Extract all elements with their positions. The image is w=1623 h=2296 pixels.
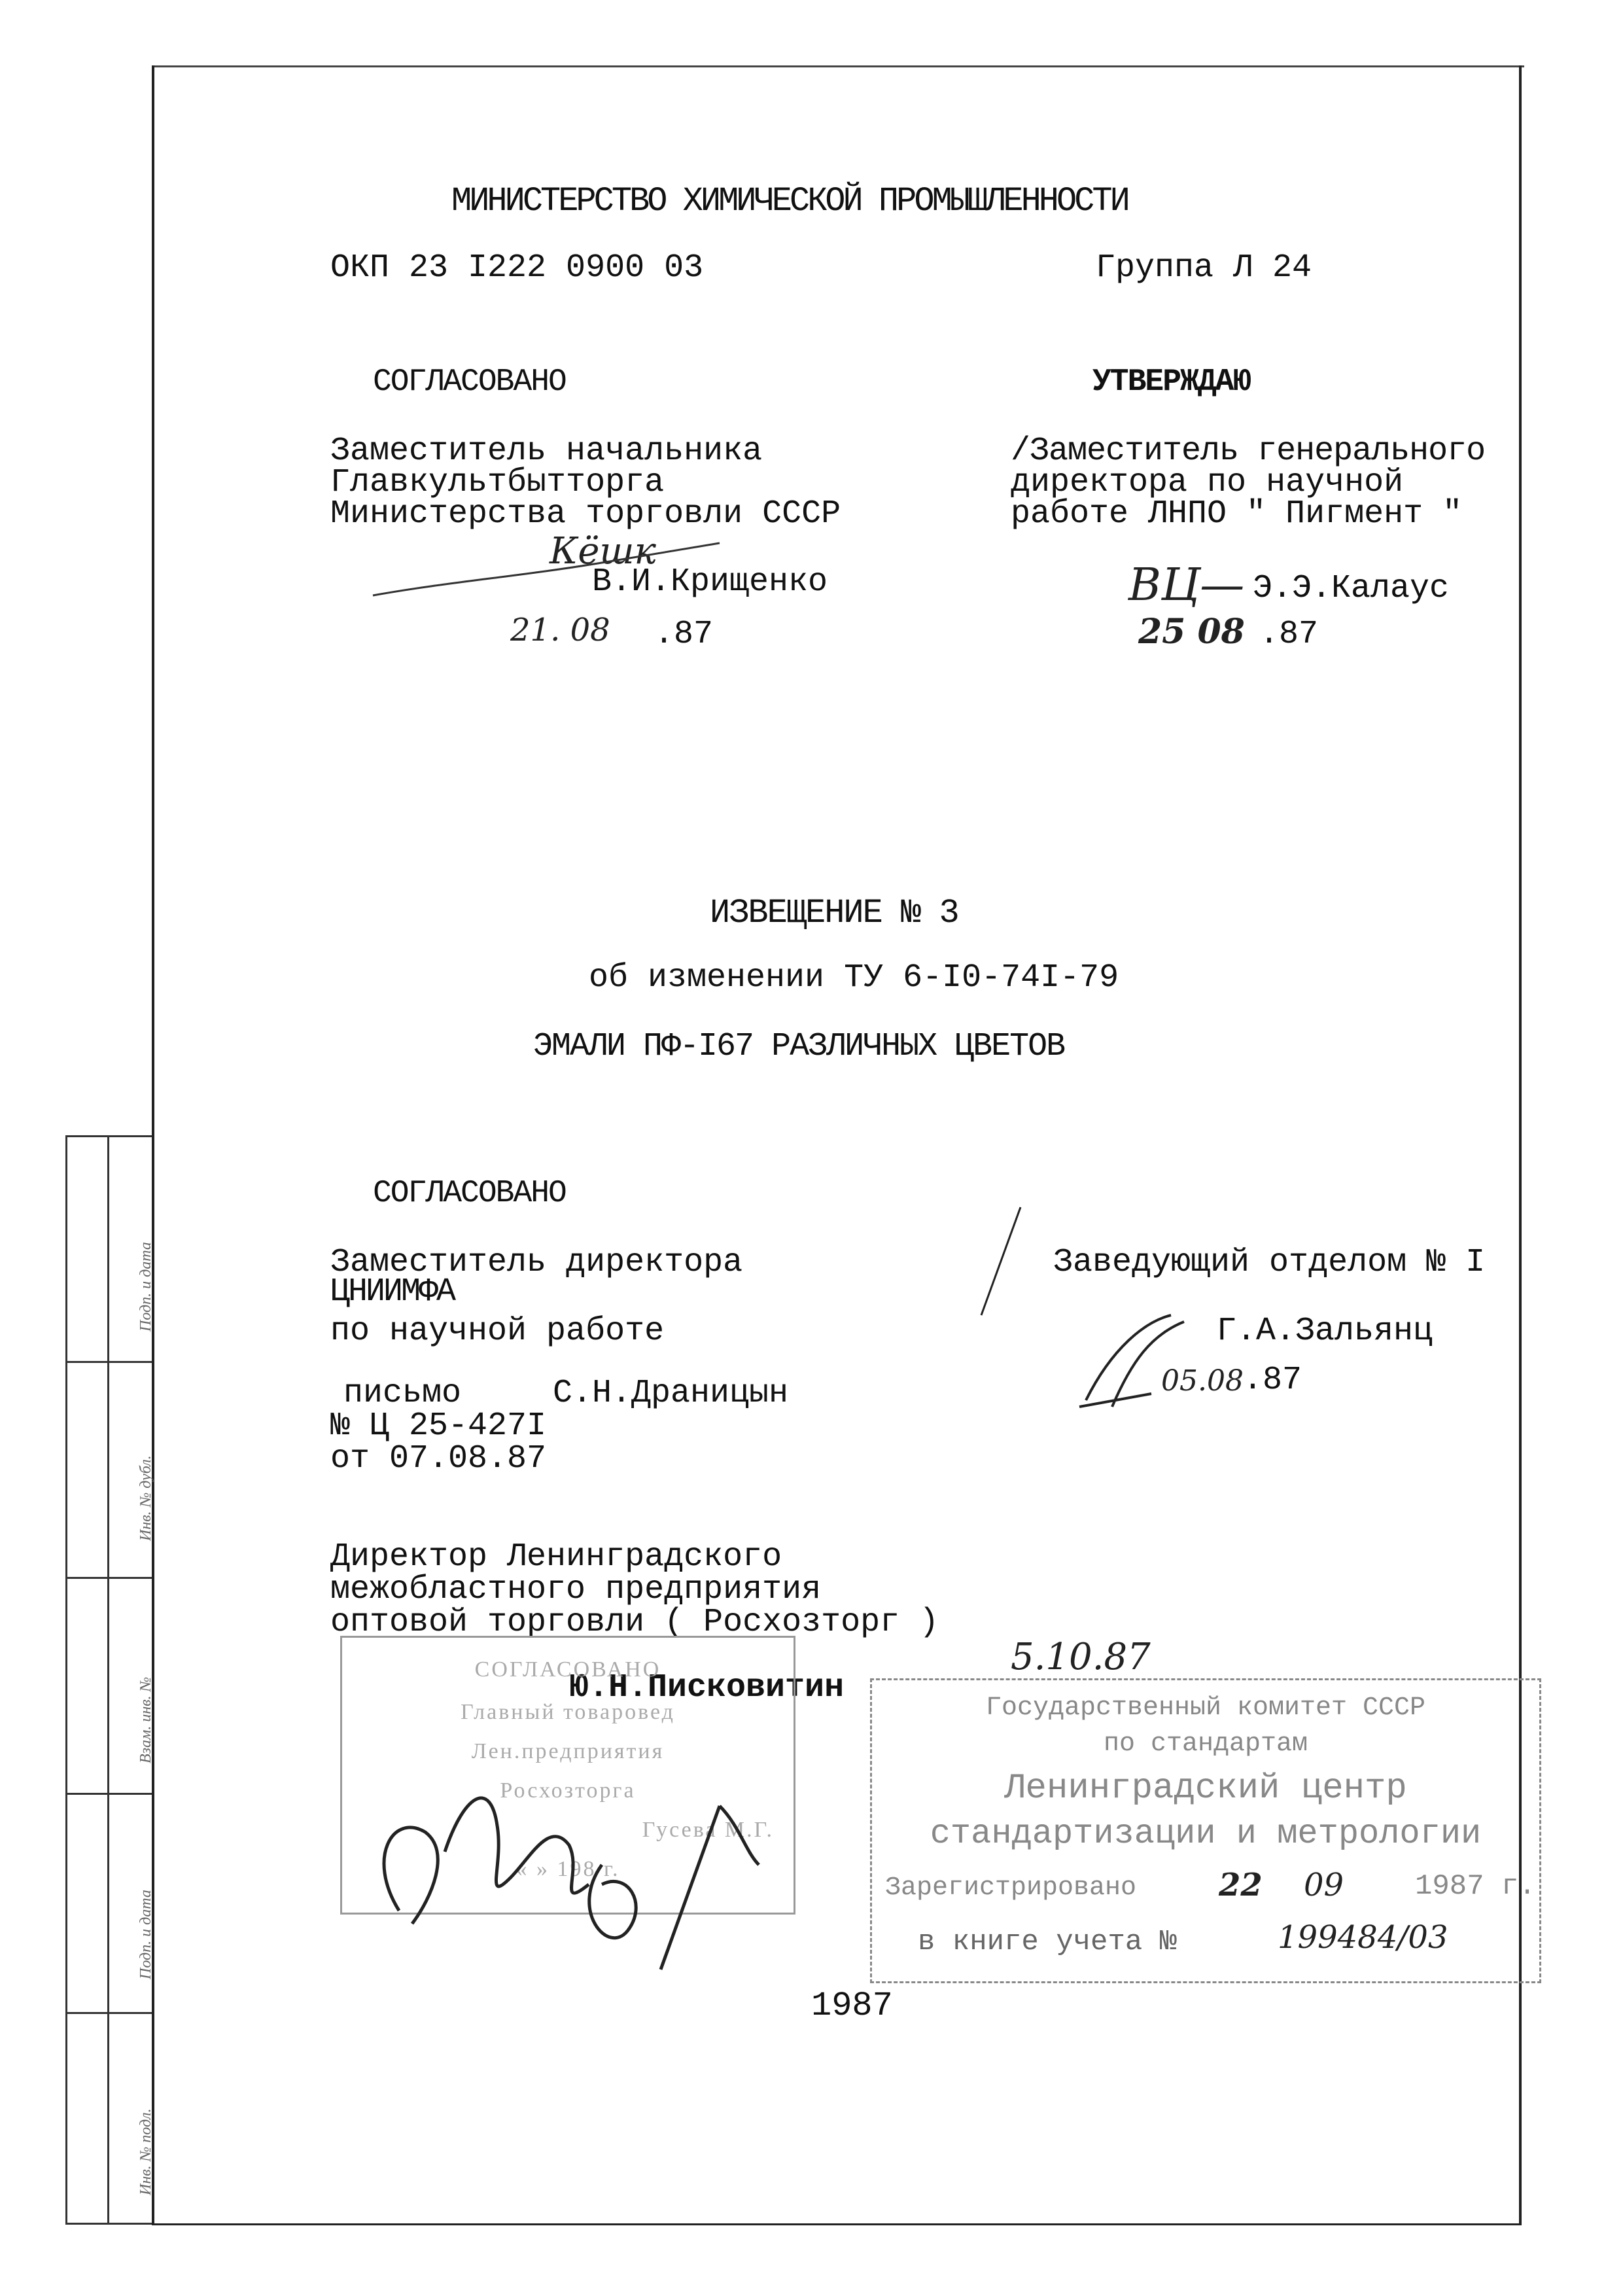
- strip-label-dup-inv: Инв. № дубл.: [137, 1455, 154, 1541]
- signature-krishchenko: Кёшк: [550, 530, 656, 573]
- director-date-handwritten: 5.10.87: [1011, 1636, 1151, 1678]
- agreed2-letter-number: № Ц 25-427I: [330, 1407, 547, 1445]
- strip-label-replace-inv: Взам. инв. №: [137, 1676, 154, 1763]
- notice-product: ЭМАЛИ ПФ-I67 РАЗЛИЧНЫХ ЦВЕТОВ: [533, 1028, 1065, 1065]
- strip-line: [65, 1793, 152, 1795]
- strip-label-orig-inv: Инв. № подл.: [137, 2108, 154, 2195]
- stamp-reg-month: 09: [1304, 1867, 1344, 1903]
- strip-label-sign-date-2: Подп. и дата: [137, 1890, 154, 1979]
- director-line2: межобластного предприятия: [330, 1571, 822, 1608]
- stamp-right-line5: Зарегистрировано: [885, 1873, 1137, 1903]
- strip-line: [65, 1361, 152, 1363]
- stamp-left-line6: « » 198 г.: [515, 1857, 620, 1881]
- signature-kalaus: ВЦ—: [1128, 559, 1245, 611]
- ministry-title: МИНИСТЕРСТВО ХИМИЧЕСКОЙ ПРОМЫШЛЕННОСТИ: [451, 182, 1128, 221]
- agreed2-heading: СОГЛАСОВАНО: [373, 1176, 566, 1211]
- registration-stamp: [870, 1678, 1541, 1983]
- strip-line: [65, 2223, 152, 2225]
- signature-zalyants: [1073, 1309, 1204, 1413]
- agreed2-position-line2: ЦНИИМФА: [330, 1273, 455, 1311]
- signature-guseva: [353, 1714, 798, 1989]
- strip-line: [65, 1135, 152, 1137]
- frame-top-border: [152, 65, 1524, 67]
- frame-bottom-border: [152, 2223, 1522, 2225]
- approve-position-line2: директора по научной: [1011, 464, 1404, 501]
- notice-title: ИЗВЕЩЕНИЕ № 3: [710, 894, 958, 932]
- stamp-right-line3: Ленинградский центр: [1004, 1769, 1407, 1809]
- stamp-left-line2: Главный товаровед: [461, 1700, 675, 1724]
- agreed2-position-line3: по научной работе: [330, 1313, 665, 1350]
- director-line3: оптовой торговли ( Росхозторг ): [330, 1604, 939, 1641]
- agreed-date-year: .87: [654, 616, 714, 653]
- notice-subtitle: об изменении ТУ 6-I0-74I-79: [589, 959, 1119, 997]
- stamp-left-line1: СОГЛАСОВАНО: [474, 1657, 661, 1682]
- director-line1: Директор Ленинградского: [330, 1538, 782, 1576]
- approve-heading: УТВЕРЖДАЮ: [1092, 364, 1251, 400]
- strip-label-sign-date: Подп. и дата: [137, 1242, 154, 1332]
- okp-code: ОКП 23 I222 0900 03: [330, 249, 704, 287]
- stamp-reg-number: 199484/03: [1278, 1919, 1448, 1956]
- agreed2-name: С.Н.Драницын: [553, 1375, 789, 1412]
- footer-year: 1987: [811, 1987, 893, 2025]
- agreed2-letter-date: от 07.08.87: [330, 1440, 547, 1477]
- strip-line: [65, 1577, 152, 1579]
- strip-line: [65, 2012, 152, 2014]
- approve-date-handwritten: 25 08: [1138, 612, 1245, 652]
- agreed-date-handwritten: 21. 08: [510, 612, 610, 648]
- agreed-name: В.И.Крищенко: [592, 563, 828, 601]
- director-name: Ю.Н.Писковитин: [569, 1669, 845, 1706]
- dept-head-date-handwritten: 05.08: [1161, 1364, 1244, 1398]
- agreed-position-line1: Заместитель начальника: [330, 433, 763, 470]
- agreed2-letter-label: письмо: [343, 1375, 462, 1412]
- stamp-right-line6: в книге учета №: [918, 1926, 1178, 1958]
- agreed-position-line3: Министерства торговли СССР: [330, 495, 841, 533]
- slash-mark: [975, 1204, 1027, 1322]
- group-code: Группа Л 24: [1096, 249, 1312, 287]
- side-stamp-strip: [65, 1135, 152, 2225]
- stamp-right-line1: Государственный комитет СССР: [985, 1693, 1426, 1723]
- dept-head-name: Г.А.Зальянц: [1217, 1313, 1433, 1350]
- dept-head-position: Заведующий отделом № I: [1053, 1244, 1486, 1281]
- stamp-right-line2: по стандартам: [1103, 1729, 1308, 1759]
- agreed-heading: СОГЛАСОВАНО: [373, 364, 566, 400]
- approve-date-year: .87: [1259, 616, 1319, 653]
- stamp-reg-day: 22: [1219, 1867, 1263, 1903]
- strip-line: [107, 1135, 109, 2225]
- approve-position-line1: /Заместитель генерального: [1011, 433, 1486, 470]
- stamp-left-line3: Лен.предприятия: [471, 1739, 665, 1763]
- strip-line: [65, 1135, 67, 2225]
- stamp-left-line4: Росхозторга: [500, 1778, 636, 1803]
- approve-position-line3: работе ЛНПО " Пигмент ": [1011, 495, 1463, 533]
- agreed2-position-line1: Заместитель директора: [330, 1244, 743, 1281]
- stamp-reg-year: 1987 г.: [1415, 1870, 1536, 1903]
- approve-name: Э.Э.Калаус: [1253, 570, 1450, 607]
- agreed-position-line2: Главкультбытторга: [330, 464, 665, 501]
- dept-head-date-year: .87: [1243, 1362, 1302, 1399]
- stamp-right-line4: стандартизации и метрологии: [930, 1814, 1482, 1853]
- stamp-left-line5: Гусева М.Г.: [642, 1818, 774, 1842]
